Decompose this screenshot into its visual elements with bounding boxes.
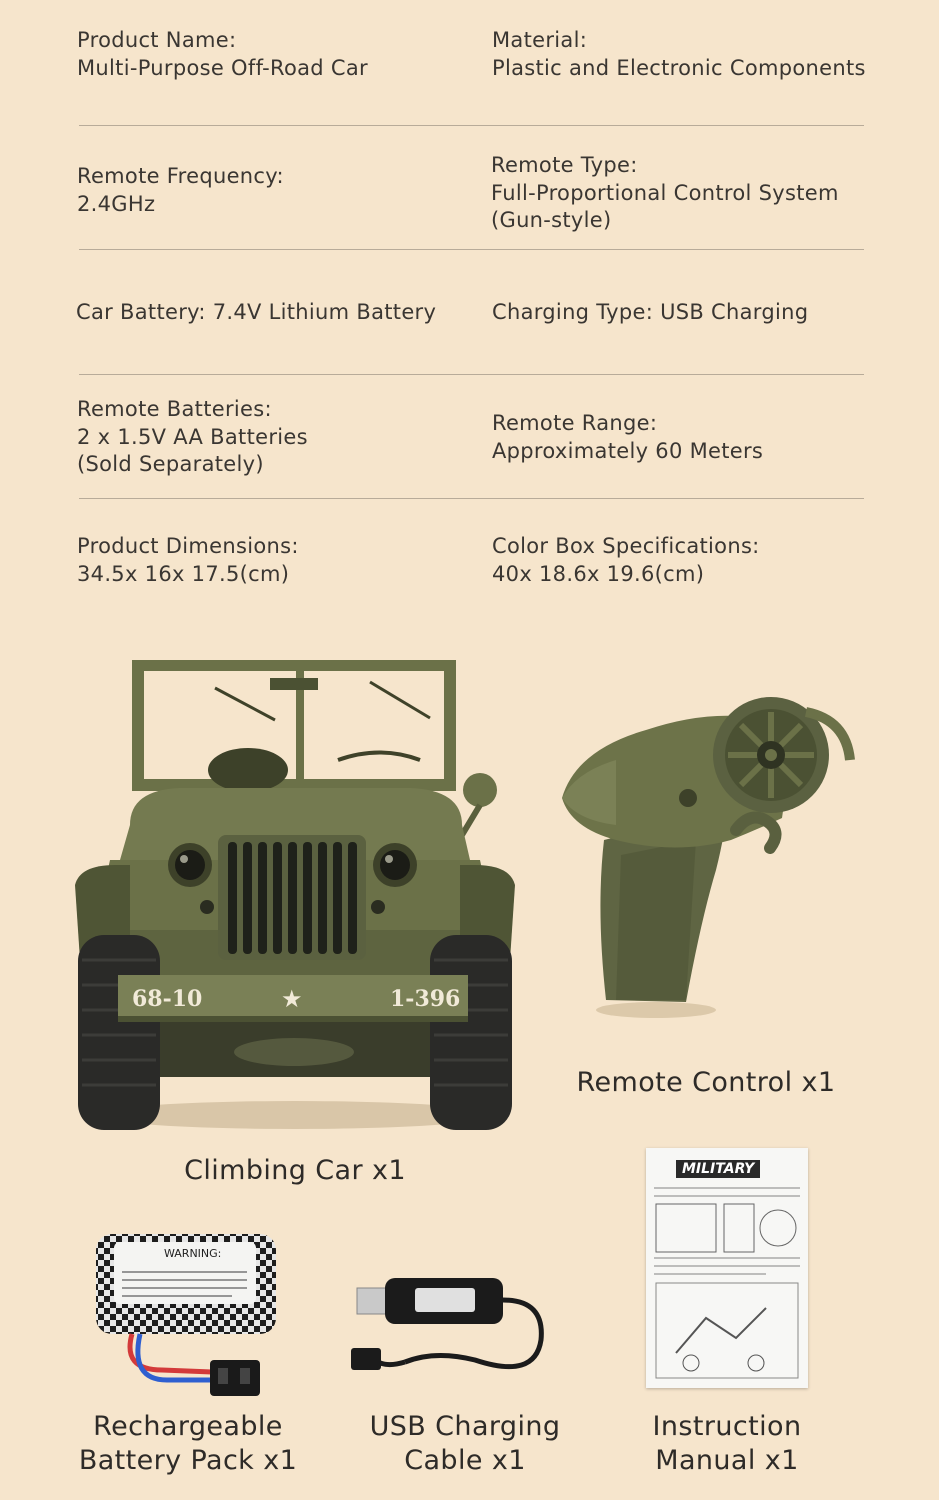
- battery-pack-image: [92, 1230, 282, 1405]
- remote-control-image: [556, 680, 856, 1020]
- manual-title: MILITARY: [676, 1160, 760, 1178]
- instruction-manual-caption: [620, 1410, 834, 1478]
- divider: [79, 374, 864, 375]
- jeep-illustration: [70, 660, 520, 1150]
- plate-left: 68-10: [132, 986, 203, 1012]
- instruction-manual-image: [646, 1148, 808, 1388]
- remote-range-value: Approximately 60 Meters: [492, 438, 764, 463]
- remote-batteries-label: Remote Batteries:: [77, 397, 272, 421]
- usb-cable-caption-line2: Cable x1: [404, 1445, 526, 1476]
- color-box-label: Color Box Specifications:: [492, 534, 760, 558]
- remote-batteries-value-line2: (Sold Separately): [77, 452, 264, 476]
- material-value: Plastic and Electronic Components: [492, 55, 866, 80]
- charging-type-spec: Charging Type: USB Charging: [492, 300, 809, 324]
- product-name-label: Product Name:: [77, 28, 237, 52]
- usb-cable-illustration: [345, 1270, 585, 1390]
- color-box-value: 40x 18.6x 19.6(cm): [492, 561, 705, 586]
- climbing-car-image: [70, 660, 520, 1150]
- divider: [79, 125, 864, 126]
- remote-control-caption: Remote Control x1: [576, 1067, 836, 1098]
- material-spec: [492, 27, 866, 82]
- usb-cable-caption: [340, 1410, 590, 1478]
- usb-cable-image: [345, 1270, 585, 1390]
- remote-type-value-line2: (Gun-style): [491, 208, 612, 232]
- divider: [79, 498, 864, 499]
- remote-control-illustration: [556, 680, 856, 1020]
- star-icon: ★: [281, 985, 303, 1013]
- product-dimensions-spec: [77, 533, 299, 588]
- remote-range-spec: [492, 410, 763, 465]
- product-dimensions-value: 34.5x 16x 17.5(cm): [77, 561, 290, 586]
- battery-pack-caption-line1: Rechargeable: [93, 1411, 283, 1442]
- instruction-manual-caption-line1: Instruction: [652, 1411, 802, 1442]
- remote-type-value-line1: Full-Proportional Control System: [491, 180, 839, 205]
- product-name-spec: [77, 27, 368, 82]
- remote-frequency-label: Remote Frequency:: [77, 164, 284, 188]
- remote-range-label: Remote Range:: [492, 411, 658, 435]
- usb-cable-caption-line1: USB Charging: [369, 1411, 561, 1442]
- remote-frequency-value: 2.4GHz: [77, 191, 156, 216]
- remote-batteries-value-line1: 2 x 1.5V AA Batteries: [77, 424, 308, 449]
- manual-illustration: [646, 1148, 808, 1388]
- plate-right: 1-396: [390, 986, 461, 1012]
- car-battery-spec: Car Battery: 7.4V Lithium Battery: [76, 300, 437, 324]
- remote-type-spec: [491, 152, 839, 235]
- remote-batteries-spec: [77, 396, 308, 479]
- remote-frequency-spec: [77, 163, 284, 218]
- material-label: Material:: [492, 28, 588, 52]
- battery-warning-label: WARNING:: [164, 1247, 222, 1260]
- product-dimensions-label: Product Dimensions:: [77, 534, 299, 558]
- divider: [79, 249, 864, 250]
- color-box-spec: [492, 533, 760, 588]
- remote-type-label: Remote Type:: [491, 153, 638, 177]
- battery-pack-caption-line2: Battery Pack x1: [78, 1445, 298, 1476]
- product-name-value: Multi-Purpose Off-Road Car: [77, 55, 368, 80]
- instruction-manual-caption-line2: Manual x1: [655, 1445, 799, 1476]
- battery-pack-caption: [62, 1410, 314, 1478]
- climbing-car-caption: Climbing Car x1: [184, 1155, 406, 1186]
